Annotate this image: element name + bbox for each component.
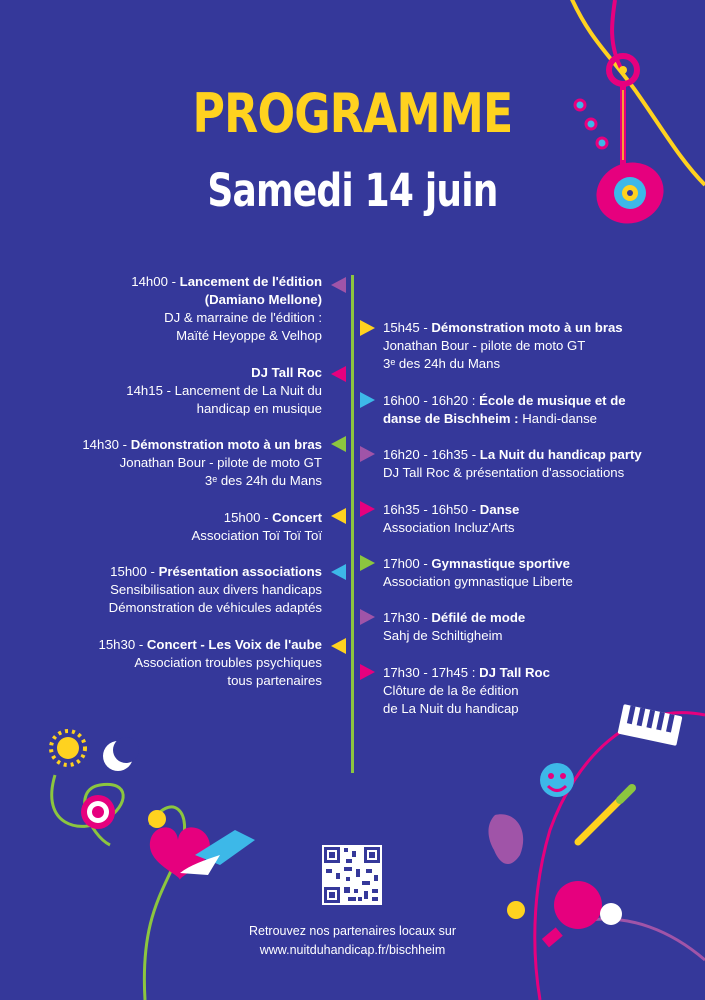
event-line [131,291,322,309]
event-right-3 [383,446,642,482]
event-title: danse de Bischheim : [383,411,519,426]
event-title: Défilé de mode [431,610,526,625]
event-right-6 [383,609,525,645]
event-line [383,682,550,700]
event-text: 17h30 - 17h45 : [383,665,480,680]
marker-right-1 [360,320,375,336]
heart-hands-icon [150,827,255,880]
event-title: DJ Tall Roc [479,665,550,680]
event-text: Jonathan Bour - pilote de moto GT [119,455,322,470]
mask-icon [488,814,523,864]
ball-icon [507,901,525,919]
event-text: DJ & marraine de l'édition : [164,310,322,325]
event-left-3 [82,436,322,490]
moon-icon [103,737,139,771]
event-line [131,327,322,345]
marker-left-1 [331,277,346,293]
event-line [109,581,322,599]
event-line [383,519,519,537]
event-text: 17h30 - [383,610,432,625]
event-right-5 [383,555,573,591]
event-line [192,527,323,545]
marker-right-7 [360,664,375,680]
event-line [383,464,642,482]
event-left-4 [192,509,323,545]
qr-code[interactable] [322,845,382,905]
event-text: Association troubles psychiques [134,655,322,670]
event-title: Concert [272,510,322,525]
event-title: Concert - Les Voix de l'aube [146,637,322,652]
event-line [126,382,322,400]
event-line [383,609,525,627]
timeline-axis [351,275,354,773]
event-text: 3ᵉ des 24h du Mans [204,473,322,488]
event-text: 15h00 - [223,510,273,525]
event-line [383,392,626,410]
event-text: Maïté Heyoppe & Velhop [176,328,322,343]
event-line [383,501,519,519]
event-title: (Damiano Mellone) [204,292,322,307]
page-date: Samedi 14 juin [207,164,498,217]
event-text: 17h00 - [383,556,432,571]
footer-link[interactable]: www.nuitduhandicap.fr/bischheim [259,943,446,957]
event-text: Handi-danse [518,411,598,426]
event-text: Sahj de Schiltigheim [383,628,503,643]
guitar-icon [560,0,705,230]
event-line [383,555,573,573]
event-line [126,400,322,418]
event-line [383,410,626,428]
event-text: Jonathan Bour - pilote de moto GT [383,338,586,353]
event-line [383,446,642,464]
event-line [383,627,525,645]
event-left-2 [126,364,322,418]
event-title: Présentation associations [158,564,322,579]
marker-left-3 [331,436,346,452]
event-line [383,355,623,373]
marker-right-2 [360,392,375,408]
event-text: 14h15 - Lancement de La Nuit du [126,383,322,398]
footer-text: Retrouvez nos partenaires locaux sur [248,924,457,938]
event-text: 16h35 - 16h50 - [383,502,480,517]
page-title: PROGRAMME [192,82,513,145]
event-text: tous partenaires [227,673,322,688]
event-line [383,664,550,682]
event-text: 16h00 - 16h20 : [383,393,480,408]
event-left-5 [109,563,322,617]
event-text: DJ Tall Roc & présentation d'associations [383,465,625,480]
event-text: Sensibilisation aux divers handicaps [110,582,322,597]
event-title: Démonstration moto à un bras [431,320,623,335]
event-text: Démonstration de véhicules adaptés [108,600,322,615]
ball-icon [148,810,166,828]
event-text: 15h00 - [110,564,159,579]
event-text: 3ᵉ des 24h du Mans [383,356,501,371]
marker-left-4 [331,508,346,524]
qr-code-icon [322,845,382,905]
event-text: 16h20 - 16h35 - [383,447,480,462]
clown-icon [540,763,574,797]
marker-left-5 [331,564,346,580]
footer [0,922,705,960]
event-text: 14h00 - [131,274,180,289]
marker-left-2 [331,366,346,382]
event-text: de La Nuit du handicap [383,701,519,716]
event-text: Association Incluz'Arts [383,520,515,535]
event-line [192,509,323,527]
event-left-1 [131,273,322,345]
event-title: École de musique et de [479,393,626,408]
event-right-4 [383,501,519,537]
marker-right-3 [360,446,375,462]
marker-right-5 [360,555,375,571]
marker-left-6 [331,638,346,654]
event-line [131,273,322,291]
event-line [131,309,322,327]
event-title: La Nuit du handicap party [479,447,642,462]
event-text: 15h45 - [383,320,432,335]
event-left-6 [98,636,322,690]
event-line [82,472,322,490]
keyboard-icon [618,704,683,746]
event-right-2 [383,392,626,428]
sun-icon [51,731,85,765]
event-line [126,364,322,382]
event-right-1 [383,319,623,373]
event-text: handicap en musique [196,401,322,416]
event-title: DJ Tall Roc [251,365,322,380]
event-line [109,599,322,617]
event-line [109,563,322,581]
event-line [383,573,573,591]
event-line [383,337,623,355]
event-line [98,636,322,654]
event-title: Démonstration moto à un bras [130,437,322,452]
event-text: Association Toï Toï Toï [191,528,322,543]
event-line [98,654,322,672]
event-title: Lancement de l'édition [179,274,322,289]
paintbrush-icon [578,788,632,842]
event-title: Gymnastique sportive [431,556,570,571]
event-line [82,454,322,472]
marker-right-6 [360,609,375,625]
target-icon [81,795,115,829]
event-text: Clôture de la 8e édition [383,683,519,698]
event-line [82,436,322,454]
marker-right-4 [360,501,375,517]
event-text: 15h30 - [98,637,147,652]
event-text: 14h30 - [82,437,131,452]
event-line [383,319,623,337]
event-text: Association gymnastique Liberte [383,574,573,589]
event-title: Danse [479,502,520,517]
event-line [98,672,322,690]
